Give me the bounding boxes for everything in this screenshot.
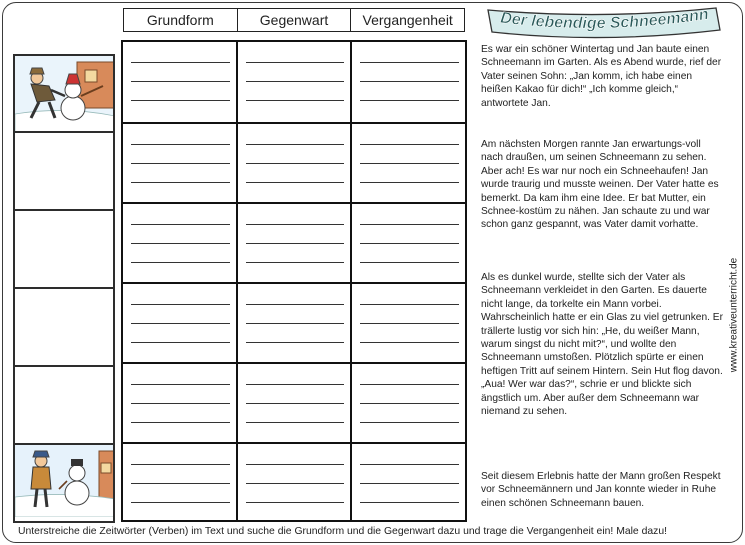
table-cell-gegenwart <box>236 42 351 122</box>
table-cell-grundform <box>123 364 236 442</box>
table-cell-vergangenheit <box>350 444 465 520</box>
picture-box-1[interactable] <box>13 54 115 133</box>
table-row <box>123 42 465 122</box>
answer-line[interactable] <box>131 384 230 385</box>
table-cell-grundform <box>123 42 236 122</box>
table-cell-gegenwart <box>236 204 351 282</box>
answer-line[interactable] <box>360 464 459 465</box>
answer-line[interactable] <box>246 483 345 484</box>
title-banner-graphic <box>478 2 726 42</box>
table-cell-gegenwart <box>236 124 351 202</box>
instruction-text: Unterstreiche die Zeitwörter (Verben) im Text und suche die Grundform und die Gegenwart dazu und trage die Vergangenheit ein! Male dazu! <box>18 526 668 537</box>
answer-line[interactable] <box>131 502 230 503</box>
table-cell-grundform <box>123 124 236 202</box>
picture-box-5[interactable] <box>13 367 115 445</box>
story-paragraph-1: Es war ein schöner Wintertag und Jan baute einen Schneemann im Garten. Als es Abend wurde, rief der Vater seinen Sohn: „Jan komm, ich habe einen heißen Kakao für dich!“ „Ich komme gleich,“ antwortete Jan. <box>481 44 722 109</box>
answer-line[interactable] <box>360 304 459 305</box>
answer-line[interactable] <box>131 342 230 343</box>
table-cell-vergangenheit <box>350 124 465 202</box>
table-cell-vergangenheit <box>350 204 465 282</box>
table-row <box>123 442 465 520</box>
answer-line[interactable] <box>131 262 230 263</box>
picture-box-3[interactable] <box>13 211 115 289</box>
answer-line[interactable] <box>246 262 345 263</box>
answer-line[interactable] <box>246 224 345 225</box>
picture-strip <box>13 54 115 523</box>
answer-line[interactable] <box>246 163 345 164</box>
table-header <box>123 8 465 32</box>
answer-line[interactable] <box>360 100 459 101</box>
answer-line[interactable] <box>131 62 230 63</box>
answer-line[interactable] <box>246 243 345 244</box>
answer-line[interactable] <box>131 422 230 423</box>
verb-table <box>121 40 467 522</box>
answer-line[interactable] <box>360 262 459 263</box>
answer-line[interactable] <box>246 81 345 82</box>
answer-line[interactable] <box>360 81 459 82</box>
table-cell-grundform <box>123 204 236 282</box>
answer-line[interactable] <box>360 62 459 63</box>
table-row <box>123 362 465 442</box>
picture-box-6[interactable] <box>13 445 115 523</box>
story-paragraph-2: Am nächsten Morgen rannte Jan erwartungs-voll nach draußen, um seinen Schneemann zu sehen. Aber ach! Es war nur noch ein Schneehaufen! Jan wurde traurig und musste weinen. Der Vater hatte es bemerkt. Da kam ihm eine Idee. Er bat Mutter, ein Schnee-kostüm zu nähen. Jan schaute zu und war schon ganz gespannt, was Vater damit vorhatte. <box>481 139 719 231</box>
table-row <box>123 282 465 362</box>
answer-line[interactable] <box>131 304 230 305</box>
answer-line[interactable] <box>360 403 459 404</box>
table-cell-vergangenheit <box>350 42 465 122</box>
answer-line[interactable] <box>131 144 230 145</box>
story-paragraph-4: Seit diesem Erlebnis hatte der Mann großen Respekt vor Schneemännern und Jan konnte wieder in Ruhe einen schönen Schneemann bauen. <box>481 471 721 509</box>
answer-line[interactable] <box>360 342 459 343</box>
answer-line[interactable] <box>360 144 459 145</box>
header-grundform: Grundform <box>146 12 214 28</box>
picture-box-2[interactable] <box>13 133 115 211</box>
man-next-to-snowman-illustration <box>15 445 115 517</box>
answer-line[interactable] <box>360 163 459 164</box>
answer-line[interactable] <box>246 144 345 145</box>
answer-line[interactable] <box>131 81 230 82</box>
page-title: Der lebendige Schneemann <box>499 5 710 33</box>
answer-line[interactable] <box>246 304 345 305</box>
answer-line[interactable] <box>360 502 459 503</box>
answer-line[interactable] <box>246 323 345 324</box>
answer-line[interactable] <box>131 163 230 164</box>
answer-line[interactable] <box>246 403 345 404</box>
answer-line[interactable] <box>131 483 230 484</box>
website-text: www.kreativeunterricht.de <box>728 257 740 373</box>
man-pushing-snowman-illustration <box>15 56 115 132</box>
answer-line[interactable] <box>131 464 230 465</box>
table-row <box>123 122 465 202</box>
header-gegenwart: Gegenwart <box>237 9 351 31</box>
answer-line[interactable] <box>246 422 345 423</box>
answer-line[interactable] <box>360 224 459 225</box>
answer-line[interactable] <box>131 403 230 404</box>
answer-line[interactable] <box>360 422 459 423</box>
answer-line[interactable] <box>246 384 345 385</box>
table-cell-gegenwart <box>236 364 351 442</box>
table-row <box>123 202 465 282</box>
table-cell-vergangenheit <box>350 284 465 362</box>
answer-line[interactable] <box>360 323 459 324</box>
table-cell-grundform <box>123 444 236 520</box>
answer-line[interactable] <box>360 182 459 183</box>
answer-line[interactable] <box>131 100 230 101</box>
table-cell-grundform <box>123 284 236 362</box>
answer-line[interactable] <box>360 243 459 244</box>
answer-line[interactable] <box>131 224 230 225</box>
table-cell-gegenwart <box>236 444 351 520</box>
answer-line[interactable] <box>360 384 459 385</box>
website-credit <box>727 250 741 380</box>
answer-line[interactable] <box>246 100 345 101</box>
answer-line[interactable] <box>246 502 345 503</box>
answer-line[interactable] <box>131 323 230 324</box>
story-paragraph-3: Als es dunkel wurde, stellte sich der Vater als Schneemann verkleidet in den Garten. Es dauerte nicht lange, da torkelte ein Mann vorbei. Wahrscheinlich hatte er ein Glas zu viel getrunken. Er trällerte lustig vor sich hin: „He, du weißer Mann, warum singst du nicht mit?“, und wollte den Schneemann umstoßen. Plötzlich spürte er einen heftigen Tritt auf seinem Hintern. Sein Hut flog davon. „Aua! Wer war das?“, schrie er und blickte sich ängstlich um. Aber außer dem Schneemann war niemand zu sehen. <box>481 272 723 418</box>
table-cell-gegenwart <box>236 284 351 362</box>
answer-line[interactable] <box>360 483 459 484</box>
table-cell-vergangenheit <box>350 364 465 442</box>
answer-line[interactable] <box>131 243 230 244</box>
answer-line[interactable] <box>246 342 345 343</box>
answer-line[interactable] <box>246 182 345 183</box>
title-banner <box>478 2 726 42</box>
header-vergangenheit: Vergangenheit <box>350 9 464 31</box>
picture-box-4[interactable] <box>13 289 115 367</box>
answer-line[interactable] <box>131 182 230 183</box>
answer-line[interactable] <box>246 464 345 465</box>
answer-line[interactable] <box>246 62 345 63</box>
